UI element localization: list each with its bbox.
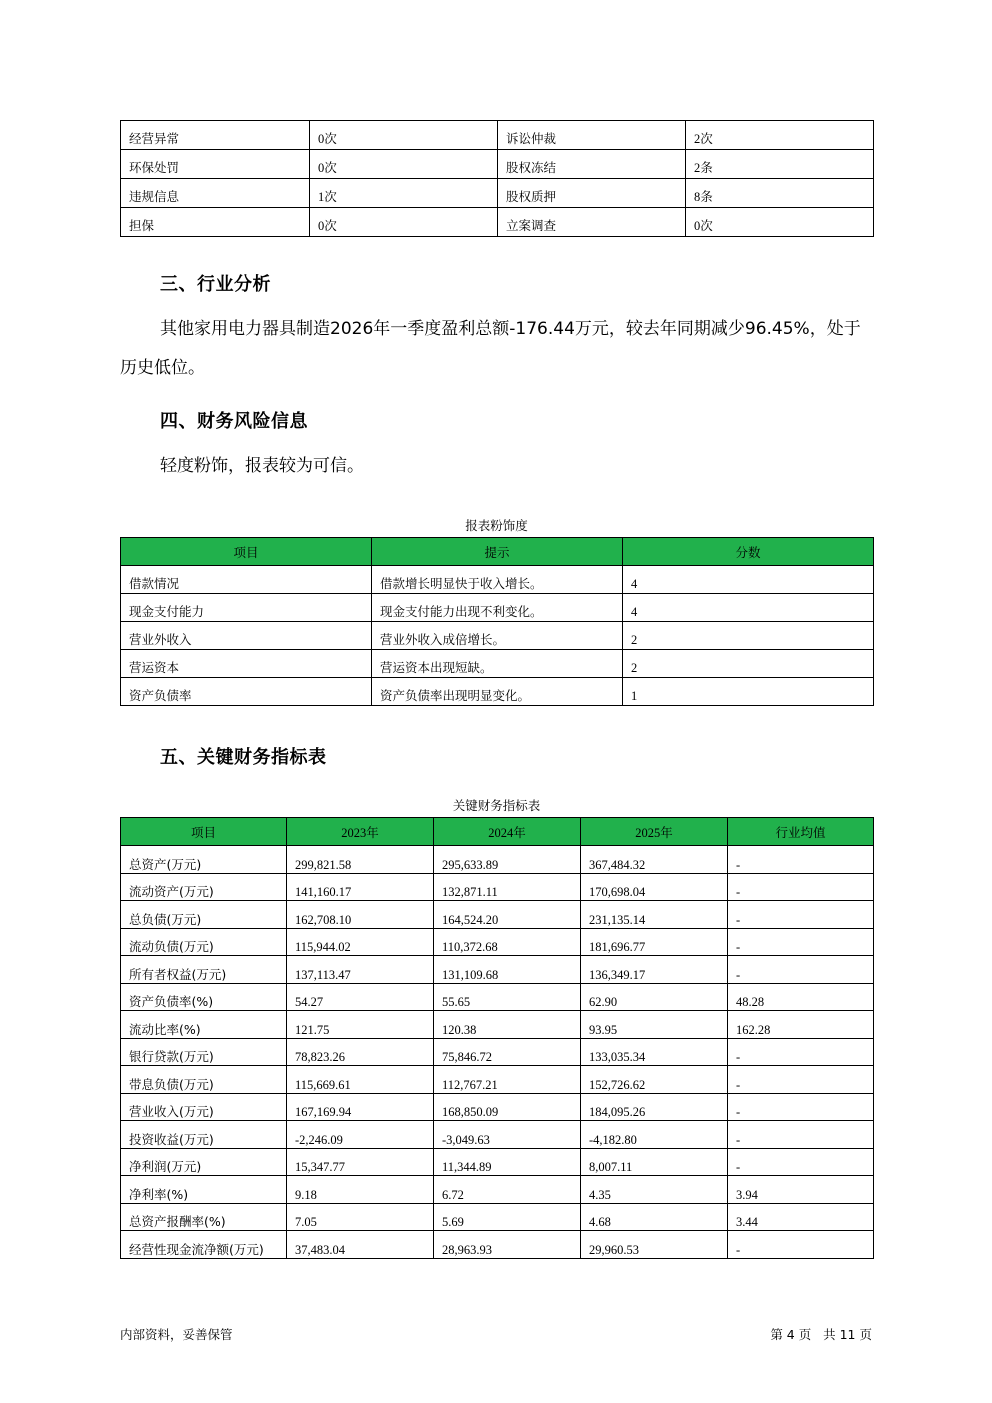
table-cell: 投资收益(万元): [121, 1121, 287, 1149]
table-cell: 78,823.26: [287, 1038, 434, 1066]
table-cell: 3.44: [728, 1203, 874, 1231]
table-cell: 112,767.21: [434, 1066, 581, 1094]
column-header: 项目: [121, 818, 287, 846]
table-row: [121, 594, 874, 622]
table-cell: 120.38: [434, 1011, 581, 1039]
table-cell: -: [728, 1038, 874, 1066]
table-cell: 162.28: [728, 1011, 874, 1039]
column-header: 行业均值: [728, 818, 874, 846]
financial-risk-text: 轻度粉饰，报表较为可信。: [160, 456, 364, 476]
table-cell: -: [728, 928, 874, 956]
table-cell: 3.94: [728, 1176, 874, 1204]
table-cell: -2,246.09: [287, 1121, 434, 1149]
table-cell: 7.05: [287, 1203, 434, 1231]
table-cell: 诉讼仲裁: [498, 121, 686, 150]
table-cell: 总资产(万元): [121, 846, 287, 874]
table-cell: 借款情况: [121, 566, 372, 594]
table-cell: 62.90: [581, 983, 728, 1011]
table-cell: 367,484.32: [581, 846, 728, 874]
fin-table-caption: 关键财务指标表: [452, 798, 541, 813]
key-financial-indicators-table: [120, 817, 874, 1259]
table-cell: 9.18: [287, 1176, 434, 1204]
table-cell: -: [728, 956, 874, 984]
table-row: [121, 873, 874, 901]
table-cell: 净利率(%): [121, 1176, 287, 1204]
table-cell: 110,372.68: [434, 928, 581, 956]
table-cell: 资产负债率出现明显变化。: [372, 678, 623, 706]
table-cell: 167,169.94: [287, 1093, 434, 1121]
table-cell: 净利润(万元): [121, 1148, 287, 1176]
table-cell: 8,007.11: [581, 1148, 728, 1176]
table-cell: 经营性现金流净额(万元): [121, 1231, 287, 1259]
table-cell: 营运资本出现短缺。: [372, 650, 623, 678]
table-cell: 股权质押: [498, 179, 686, 208]
table-row: [121, 1093, 874, 1121]
table-cell: 136,349.17: [581, 956, 728, 984]
table-cell: 经营异常: [121, 121, 310, 150]
table-cell: 现金支付能力: [121, 594, 372, 622]
table-row: [121, 846, 874, 874]
table-cell: 营运资本: [121, 650, 372, 678]
table-cell: 2次: [686, 121, 874, 150]
table-row: [121, 983, 874, 1011]
column-header: 2024年: [434, 818, 581, 846]
table-cell: 28,963.93: [434, 1231, 581, 1259]
table-cell: 营业外收入: [121, 622, 372, 650]
table-cell: 资产负债率(%): [121, 983, 287, 1011]
column-header: 2023年: [287, 818, 434, 846]
table-cell: 121.75: [287, 1011, 434, 1039]
table-cell: 55.65: [434, 983, 581, 1011]
table-cell: 1: [623, 678, 874, 706]
embellish-table-caption: 报表粉饰度: [465, 518, 528, 533]
table-cell: 162,708.10: [287, 901, 434, 929]
table-row: [121, 650, 874, 678]
table-cell: 8条: [686, 179, 874, 208]
industry-analysis-line-1: 其他家用电力器具制造2026年一季度盈利总额-176.44万元，较去年同期减少96.45%，处于: [160, 319, 861, 339]
table-cell: -: [728, 1121, 874, 1149]
table-row: [121, 1231, 874, 1259]
table-row: [121, 928, 874, 956]
table-cell: 2: [623, 622, 874, 650]
table-cell: 11,344.89: [434, 1148, 581, 1176]
table-cell: 0次: [686, 208, 874, 237]
table-cell: 借款增长明显快于收入增长。: [372, 566, 623, 594]
table-cell: 0次: [310, 208, 498, 237]
table-cell: 流动资产(万元): [121, 873, 287, 901]
table-cell: -: [728, 1066, 874, 1094]
table-cell: 4: [623, 566, 874, 594]
table-cell: 环保处罚: [121, 150, 310, 179]
table-cell: 29,960.53: [581, 1231, 728, 1259]
table-cell: -: [728, 846, 874, 874]
table-cell: 48.28: [728, 983, 874, 1011]
table-row: [121, 678, 874, 706]
table-row: [121, 121, 874, 150]
column-header: 2025年: [581, 818, 728, 846]
table-row: [121, 179, 874, 208]
table-row: [121, 1176, 874, 1204]
table-cell: 75,846.72: [434, 1038, 581, 1066]
table-cell: 15,347.77: [287, 1148, 434, 1176]
table-cell: 170,698.04: [581, 873, 728, 901]
table-cell: 1次: [310, 179, 498, 208]
table-cell: 2: [623, 650, 874, 678]
table-cell: 37,483.04: [287, 1231, 434, 1259]
table-row: [121, 1038, 874, 1066]
table-row: [121, 150, 874, 179]
table-cell: 93.95: [581, 1011, 728, 1039]
table-cell: 流动负债(万元): [121, 928, 287, 956]
column-header: 提示: [372, 538, 623, 566]
embellishment-table: [120, 537, 874, 706]
table-cell: 银行贷款(万元): [121, 1038, 287, 1066]
table-cell: 115,669.61: [287, 1066, 434, 1094]
table-cell: -3,049.63: [434, 1121, 581, 1149]
table-cell: 184,095.26: [581, 1093, 728, 1121]
table-cell: 立案调查: [498, 208, 686, 237]
table-cell: 115,944.02: [287, 928, 434, 956]
table-cell: 带息负债(万元): [121, 1066, 287, 1094]
table-cell: 133,035.34: [581, 1038, 728, 1066]
table-cell: 4: [623, 594, 874, 622]
table-cell: 股权冻结: [498, 150, 686, 179]
table-cell: 4.68: [581, 1203, 728, 1231]
table-cell: -: [728, 1231, 874, 1259]
column-header: 分数: [623, 538, 874, 566]
table-cell: 152,726.62: [581, 1066, 728, 1094]
table-cell: 现金支付能力出现不利变化。: [372, 594, 623, 622]
table-cell: 4.35: [581, 1176, 728, 1204]
table-cell: 231,135.14: [581, 901, 728, 929]
column-header: 项目: [121, 538, 372, 566]
section-heading-industry-analysis: 三、行业分析: [160, 274, 271, 295]
section-heading-key-financials: 五、关键财务指标表: [160, 747, 327, 768]
table-cell: 所有者权益(万元): [121, 956, 287, 984]
table-cell: -: [728, 1093, 874, 1121]
table-cell: 137,113.47: [287, 956, 434, 984]
table-cell: 299,821.58: [287, 846, 434, 874]
table-row: [121, 1066, 874, 1094]
table-cell: 54.27: [287, 983, 434, 1011]
table-row: [121, 1203, 874, 1231]
table-cell: 违规信息: [121, 179, 310, 208]
table-cell: 总资产报酬率(%): [121, 1203, 287, 1231]
table-cell: 295,633.89: [434, 846, 581, 874]
section-heading-financial-risk: 四、财务风险信息: [160, 411, 308, 432]
table-cell: 181,696.77: [581, 928, 728, 956]
table-cell: 168,850.09: [434, 1093, 581, 1121]
table-cell: 资产负债率: [121, 678, 372, 706]
table-row: [121, 1148, 874, 1176]
table-cell: 164,524.20: [434, 901, 581, 929]
table-row: [121, 901, 874, 929]
table-cell: 0次: [310, 121, 498, 150]
table-cell: 营业外收入成倍增长。: [372, 622, 623, 650]
table-cell: 2条: [686, 150, 874, 179]
table-row: [121, 956, 874, 984]
table-cell: -: [728, 1148, 874, 1176]
footer-confidential-note: 内部资料，妥善保管: [120, 1327, 233, 1342]
table-cell: 6.72: [434, 1176, 581, 1204]
table-cell: 营业收入(万元): [121, 1093, 287, 1121]
table-cell: 0次: [310, 150, 498, 179]
table-cell: -: [728, 901, 874, 929]
table-cell: 132,871.11: [434, 873, 581, 901]
table-row: [121, 1011, 874, 1039]
table-row: [121, 208, 874, 237]
table-cell: -: [728, 873, 874, 901]
table-cell: -4,182.80: [581, 1121, 728, 1149]
table-cell: 131,109.68: [434, 956, 581, 984]
table-cell: 担保: [121, 208, 310, 237]
table-row: [121, 622, 874, 650]
table-cell: 141,160.17: [287, 873, 434, 901]
industry-analysis-line-2: 历史低位。: [120, 358, 205, 378]
table-cell: 总负债(万元): [121, 901, 287, 929]
table-cell: 流动比率(%): [121, 1011, 287, 1039]
table-row: [121, 566, 874, 594]
table-cell: 5.69: [434, 1203, 581, 1231]
footer-page-number: 第 4 页 共 11 页: [770, 1327, 872, 1342]
risk-summary-table: [120, 120, 874, 237]
table-row: [121, 1121, 874, 1149]
